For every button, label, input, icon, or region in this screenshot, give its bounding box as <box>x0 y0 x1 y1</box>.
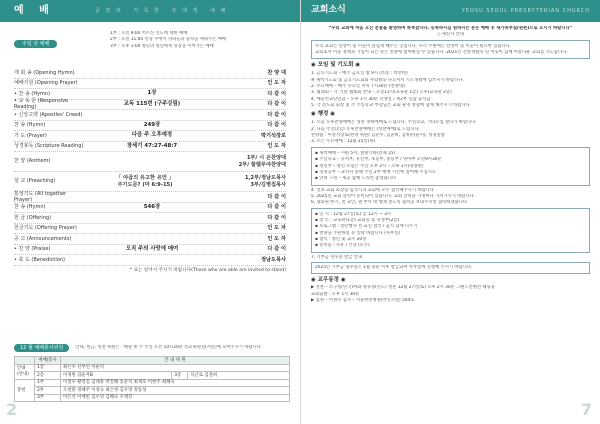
order-leader: 다 같 이 <box>267 214 286 221</box>
table-cell: 이철우 황영길 김대훈 박진혜 송준지 최재호 이현주 최혜숙 <box>61 379 290 387</box>
right-header <box>301 0 600 22</box>
admin-line: 4. 연초 교회 회장님 임직식과 교회에 모두 참석해주시기 바랍니다 <box>311 187 434 193</box>
table-row <box>15 372 290 380</box>
order-label: 예배기원 (Opening Prayer) <box>14 80 78 87</box>
staff-heading <box>14 344 290 352</box>
order-label: 헌 금 (Offering) <box>14 214 51 221</box>
event-box <box>311 208 590 253</box>
staff-table <box>14 356 290 402</box>
order-row <box>14 234 286 245</box>
event-box-line: ▪ 일 시 : 12월 27일(토) 낮 12시 ~ 3시 <box>315 211 391 217</box>
cell-text: (안내) <box>17 371 29 377</box>
meeting-line: 3. 월례회 – 각 기관 월례회 안내 – 오전11시(교육관 1층) 오후(교육관 2층) <box>311 90 452 96</box>
order-row <box>14 100 286 111</box>
page-number-left: 2 <box>6 400 18 419</box>
order-label: • 찬 송 (Hymn) <box>14 90 51 97</box>
order-leader: 박기석장로 <box>260 132 286 139</box>
right-content <box>301 22 600 303</box>
order-row <box>14 131 286 142</box>
order-row <box>14 142 286 153</box>
anthem-choirs <box>176 155 286 168</box>
intro-box-line: 우리 교회는 신앙이 및 이웃이 즐겁게 해주는 곳입니다. 우리 주변에는 신앙이 및 이웃이 필요한 있습니다. <box>315 43 512 49</box>
meeting-line: 1. 금요기도회 – 매주 금요일 밤 9시 (특송 : 박선희) <box>311 71 408 77</box>
admin-box-line: ▪ 연대 구절 – 제공 합해 드리면 좋겠습니다 <box>315 176 397 182</box>
order-label: 기 도 (Prayer) <box>14 132 47 139</box>
table-header-row <box>15 357 290 365</box>
table-cell: 오천환 정혜주 이성숙 최은정 김우영 정동성 <box>61 387 290 395</box>
order-leader: 인 도 자 <box>267 235 286 242</box>
order-label: 헌금기도 (Offering Prayer) <box>14 225 77 232</box>
sermon-label: 설 교 (Preaching) <box>14 178 56 185</box>
order-row <box>14 245 286 256</box>
order-mid: 249장 <box>143 121 161 128</box>
meeting-line: 5. 각 전도회 회장 및 주 주일학교 부장님은 교회 운영 방향에 함께 해주시기 바랍니다 <box>311 103 470 109</box>
sermon-preachers <box>206 175 286 188</box>
section-title-admin: ◉ 행정 ◉ <box>311 111 336 118</box>
order-mid: 1장 <box>147 90 157 97</box>
table-header: 예배/봉사 <box>35 357 61 365</box>
table-cell: 최은수 신부인 이순덕 <box>61 364 290 372</box>
order-leader: 다 같 이 <box>267 193 286 200</box>
sermon-preacher-1: 1,2부/정남도목사 <box>244 175 286 181</box>
table-row <box>15 394 290 402</box>
order-leader: 다 같 이 <box>267 101 286 107</box>
member-line: ▶ 입원 – 이철수 집사 – 서울한양병원(어린시절) 504호 <box>311 298 415 304</box>
order-leader: 다 같 이 <box>267 204 286 210</box>
order-mid: 546장 <box>143 203 161 210</box>
order-leader: 찬 양 대 <box>267 69 286 76</box>
table-cell <box>15 364 35 379</box>
admin-line: 1. 오늘 오후찬양예배는 성탄 축하예배로 드립니다. 주일학교, 기타모임 빛나기 바랍니다. <box>311 120 477 126</box>
order-mid: 교독 115번 (구주강림) <box>123 100 181 107</box>
anthem-label: 찬 양 (Anthem) <box>14 158 51 165</box>
intro-box <box>311 40 590 60</box>
order-row <box>14 224 286 235</box>
order-row <box>14 79 286 90</box>
service-time: 1부 : 오전 9:00 어르신 신도에 대한 예배 <box>110 31 188 36</box>
admin-line: 3. 오는 수요예배 : 12월 25일(목) <box>311 139 376 145</box>
event-box-line: ▪ 장 소 : 교육관(1층) 교회홀 및 학생부(2층) <box>315 218 400 224</box>
table-row <box>15 379 290 387</box>
sermon-row <box>14 172 286 192</box>
order-label: 찬 송 (Hymn) <box>14 204 46 211</box>
admin-box <box>311 147 590 186</box>
service-pill-wrap <box>14 40 57 48</box>
admin-box-line: ▪ 주일학교 – 유치부, 유년부, 초등부, 중등부 / 영아부 오전9시30분 <box>315 157 442 163</box>
sermon-preacher-2: 3부/김병집목사 <box>250 181 286 188</box>
order-row <box>14 213 286 224</box>
anthem-choir-1: 1부/ 시 온찬양대 <box>246 155 286 161</box>
order-row <box>14 203 286 214</box>
section-title-members: ◉ 교우동정 ◉ <box>311 276 346 283</box>
right-page <box>300 0 600 424</box>
order-label: • 교 독 문 (Responsive Reading) <box>14 98 69 111</box>
intro-line: “우리 교회에 처음 오신 분들을 환영하며 축복합니다. 등록하시길 원하시는 분은 예배 후 새가족부실(왼편)으로 오시기 바랍니다” <box>328 26 573 31</box>
receipt-line: 2025년 기부금 영수증은 1월 중순 이후 발급되며 사무실에 신청해 주시기 바랍니다. <box>315 265 473 271</box>
order-row <box>14 68 286 79</box>
order-leader: 인 도 자 <box>267 225 286 231</box>
order-label: 통성기도 (All together Prayer) <box>14 190 67 203</box>
admin-line: 2. 다음 주일(1일) 오후찬양예배는 (성찬예배)로 드립니다. <box>311 126 420 132</box>
event-box-line: ▪ 준비물 : 자유 / 건강 (모두) <box>315 243 370 249</box>
sermon-title <box>84 175 206 188</box>
admin-box-line: ▪ 성경공부 – 교역자 통해 주일 2부 예배 시간에 참여해 주십시오 <box>315 169 437 175</box>
table-cell: 1층 <box>35 364 61 372</box>
staff-pill: 12 월 예배봉사위원 <box>14 344 69 352</box>
service-time: 3부 : 오후 1:00 청년과 청년에게 성장을 이어가는 예배 <box>110 43 214 49</box>
order-leader: 다 같 이 <box>267 90 286 97</box>
intro-box-line: 교회로서 이웃 정책과 가입이 되는 분은 찬양에 참여하실 수 있습니다. 2021년 신앙생활의 된 이웃이 함께 아름다운 교회를 기도합니다. <box>315 50 568 56</box>
order-row <box>14 110 286 121</box>
meeting-line: 4. 예술선교단연합 – 오후 1시 30분 학생실 / 제2부 연합 출석함 <box>311 96 431 102</box>
order-label: • 신앙고백 (Apostles' Creed) <box>14 111 83 118</box>
order-leader: 정남도목사 <box>260 256 286 263</box>
staff-note: 안내, 헌금, 성찬 위원은 · 해당 첫 주 주일 오전 10시20분 선교위원실(서문)에 모여주시기 바랍니다 <box>75 345 261 351</box>
table-cell: 이경원 김순자B <box>61 372 172 380</box>
member-line: ▶ 결혼 – 조구성(민국)씨와 정유정(민도) 결혼 12월 27일(토) 오후 2시 30분 그랜드컨벤션 웨딩홀 <box>311 285 495 291</box>
left-header-title: 예 배 <box>14 4 55 16</box>
order-leader: 다 같 이 <box>267 246 286 252</box>
event-box-line: ▪ 찬양을 주관하실 분 연락 바랍니다 (사무실) <box>315 230 401 236</box>
table-row <box>15 364 290 372</box>
order-label: 공 고 (Announcements) <box>14 235 72 242</box>
anthem-choir-2: 2부/ 할렐루야찬양대 <box>238 161 286 168</box>
table-cell: 3층 <box>172 372 188 380</box>
right-header-title: 교회소식 <box>311 5 346 16</box>
table-cell: 봉헌 <box>15 379 35 402</box>
service-pill: 주일 낮 예배 <box>14 40 57 48</box>
meeting-line: ※ 새벽기도회 및 금요기도회와 사업활동 나오셔서 기도생활에 힘쓰시기 바랍니다. <box>311 77 464 83</box>
table-cell: 1부 <box>35 379 61 387</box>
order-leader: 인 도 자 <box>267 80 286 86</box>
intro-sub: ◇ 새신자 안내 <box>437 32 464 38</box>
member-line: 교회출발 : 오후 1시 30분 <box>311 291 360 297</box>
table-cell: 석근로 김철희 <box>188 372 290 380</box>
admin-tail-line: 7. 기부금 영수증 발급 안내 <box>311 254 363 260</box>
order-leader: 인 도 자 <box>267 143 286 149</box>
page-number-right: 7 <box>580 400 592 419</box>
order-label: 개 회 송 (Opening Hymn) <box>14 69 75 76</box>
admin-line: 5. 2025년 교회 달력이 준비되어 있습니다. 교회 달력을 가정마다 가져가시기 바랍니다. <box>311 193 476 199</box>
sermon-title-main: 「 야곱의 유고한 유언 」 <box>116 175 174 181</box>
stand-note: * 표는 일어서 주시기 바랍니다(Those who are able are invited to stand) <box>129 267 286 273</box>
order-mid: 오직 주의 사랑에 매여 <box>125 245 179 252</box>
admin-box-line: ▪ 청년부 – 청년 모임은 주일 오후 2시 – 오후 3시(목양관) <box>315 163 424 169</box>
table-cell: 이은석 이예빈 김우영 김혜숙 조재진 <box>61 394 290 402</box>
order-leader: 다 같 이 <box>267 111 286 118</box>
table-cell: 2부 <box>35 387 61 395</box>
table-cell: 3부 <box>35 394 61 402</box>
sermon-title-sub: 주기도문? (마 6:9-15) <box>117 181 173 188</box>
event-box-line: ▪ 참석 : 청년 및 교우 20명 <box>315 237 367 243</box>
event-box-line: ▪ 프로그램 : 성탄행사 전 교인 참석 / 음식 함께 나누기 <box>315 224 418 230</box>
cell-text: 안내 <box>17 366 26 371</box>
table-header: 안 내 위 원 <box>61 357 290 365</box>
order-mid: 다음 주 오후예정 <box>131 132 173 139</box>
order-row <box>14 121 286 132</box>
order-label: 성경봉독 (Scripture Reading) <box>14 143 84 150</box>
table-cell: 2층 <box>35 372 61 380</box>
right-header-subtitle: YEOSU SEOUL PRESBYTERIAN CHURCH <box>461 7 590 14</box>
left-header <box>0 0 300 22</box>
admin-line: 찬양팀 : 이상석장로(찬양 위원) 김준수, 김준희, 김병준(순서), 성경말씀 <box>311 133 445 139</box>
admin-line: 6. 당회원 한기, 전 교인, 권 부서 대 행제 전도의 협력을 보내주시면 협력하겠습니다 <box>311 200 468 206</box>
table-row <box>15 387 290 395</box>
admin-box-line: ▪ 새벽예배 – 시편 5서, 열왕기하(전체 15) <box>315 150 396 156</box>
order-leader: 다 같 이 <box>267 122 286 128</box>
staff-table-wrap <box>14 356 290 402</box>
anthem-row <box>14 152 286 172</box>
service-time: 2부 : 오전 11:00 일상 주에서 자녀들과 능력을 세워주는 예배 <box>110 37 227 43</box>
order-of-worship <box>14 68 286 273</box>
left-header-subtitle: 공 경 과 · 거 룩 한 · 주 에 게 · 예 배 <box>94 7 228 14</box>
service-times <box>110 30 290 50</box>
receipt-box <box>311 262 590 273</box>
order-label: 찬 송 (Hymn) <box>14 122 46 129</box>
order-label: • 찬 양 (Praise) <box>14 246 51 253</box>
table-header <box>15 357 35 365</box>
order-row <box>14 255 286 266</box>
meeting-line: 2. 수요예배 – 매주 수요일 저녁 7시30분 (찬양대) <box>311 84 405 90</box>
order-row <box>14 192 286 203</box>
order-label: • 축 도 (Benediction) <box>14 256 65 263</box>
order-mid: 창세기 47:27-48:7 <box>126 142 178 149</box>
section-title-meetings: ◉ 모임 및 기도회 ◉ <box>311 62 361 69</box>
